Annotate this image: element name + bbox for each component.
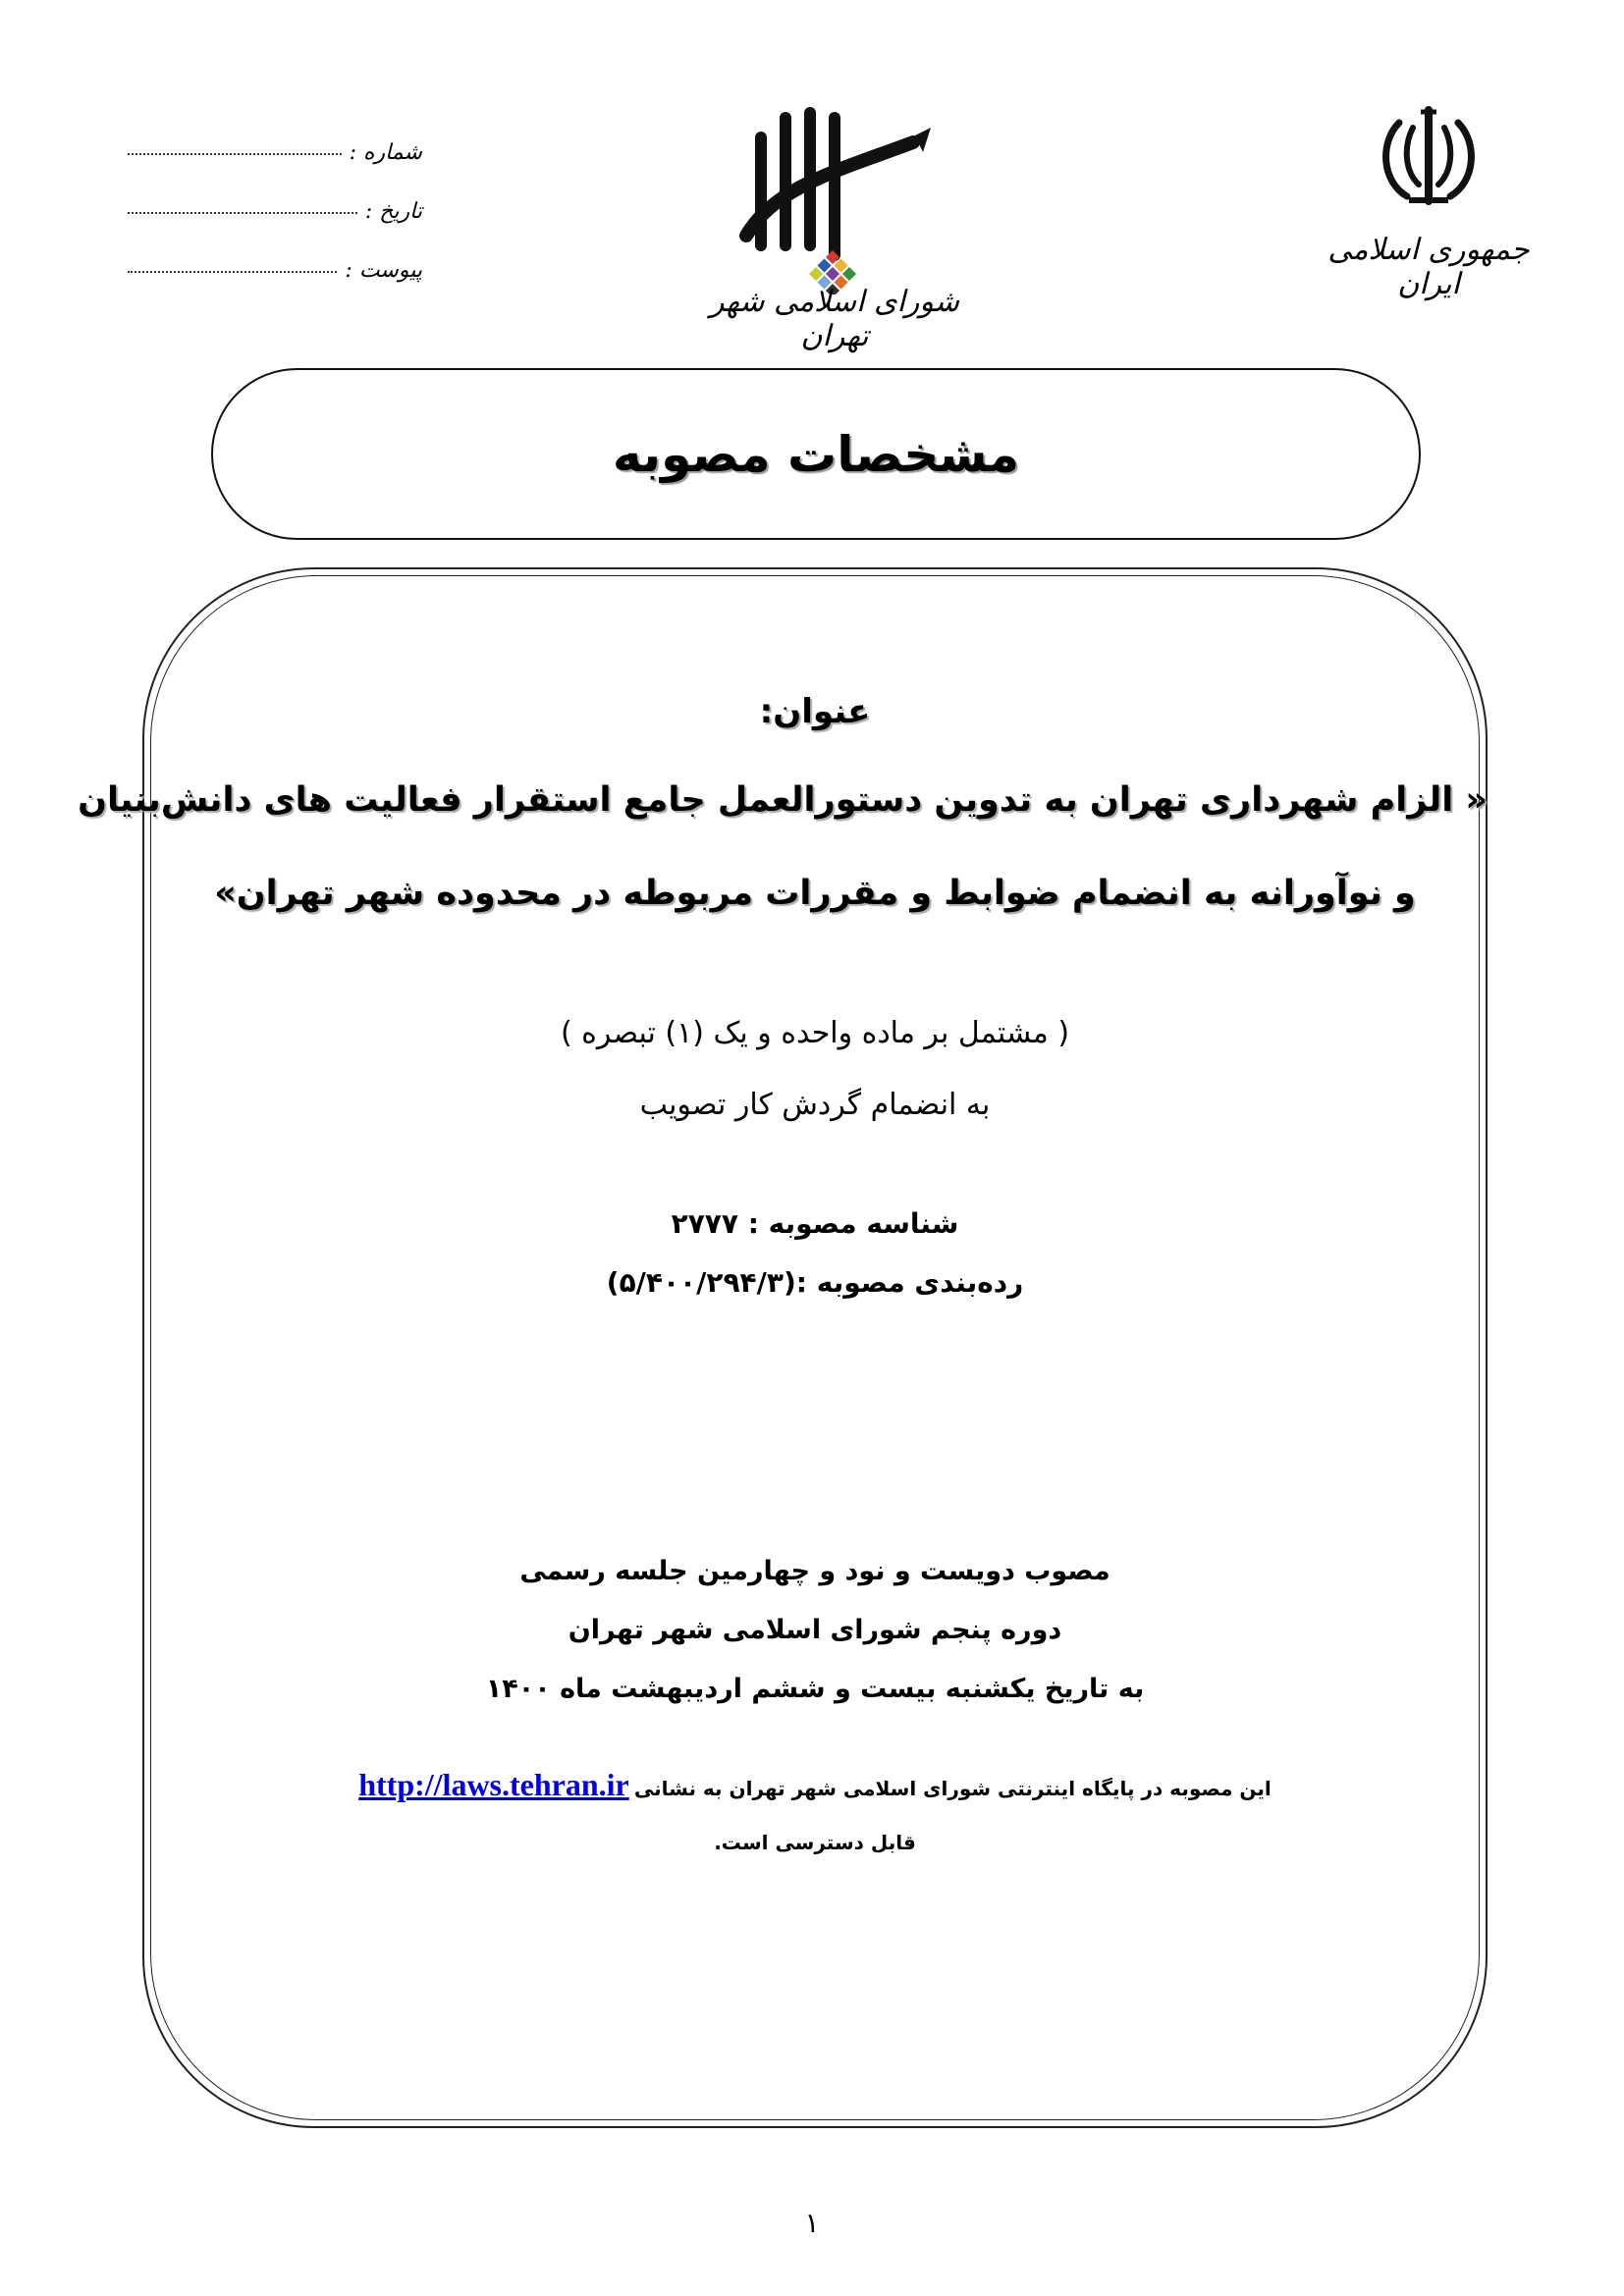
subject-line-2: و نوآورانه به انضمام ضوابط و مقررات مربوطه در محدوده شهر تهران» xyxy=(214,874,1416,913)
iran-emblem-icon xyxy=(1370,98,1488,216)
ref-field-number xyxy=(128,126,422,165)
access-notice xyxy=(142,1767,1488,1803)
scope-note: ( مشتمل بر ماده واحده و یک (۱) تبصره ) xyxy=(560,1016,1070,1050)
ref-label-date: تاریخ : xyxy=(364,199,422,224)
title-banner xyxy=(211,368,1421,540)
subject-line-1: « الزام شهرداری تهران به تدوین دستورالعمل جامع استقرار فعالیت های دانش‌بنیان xyxy=(78,780,1488,820)
approval-date: به تاریخ یکشنبه بیست و ششم اردیبهشت ماه ۱۴۰۰ xyxy=(485,1674,1145,1704)
laws-website-link[interactable]: http://laws.tehran.ir xyxy=(358,1767,629,1802)
page-number: ۱ xyxy=(804,2207,820,2239)
resolution-id: شناسه مصوبه : ۲۷۷۷ xyxy=(671,1207,959,1240)
ref-field-attachment xyxy=(128,243,422,283)
emblem-caption: جمهوری اسلامی ایران xyxy=(1327,233,1530,301)
ref-field-date xyxy=(128,185,422,224)
approval-term: دوره پنجم شورای اسلامی شهر تهران xyxy=(568,1615,1062,1645)
page-title: مشخصات مصوبه xyxy=(612,425,1020,483)
annex-note: به انضمام گردش کار تصویب xyxy=(639,1088,991,1122)
approval-session: مصوب دویست و نود و چهارمین جلسه رسمی xyxy=(519,1556,1110,1586)
ref-label-attachment: پیوست : xyxy=(345,258,422,283)
resolution-classification: رده‌بندی مصوبه :(۵/۴۰۰/۲۹۴/۳) xyxy=(606,1266,1024,1299)
access-notice-text-2: قابل دسترسی است. xyxy=(714,1831,916,1854)
ref-dotted-line xyxy=(128,212,357,214)
council-logo-caption: شورای اسلامی شهر تهران xyxy=(710,285,959,353)
ref-dotted-line xyxy=(128,271,337,273)
ref-label-number: شماره : xyxy=(349,140,422,165)
ref-dotted-line xyxy=(128,153,342,155)
access-notice-text: این مصوبه در پایگاه اینترنتی شورای اسلامی شهر تهران به نشانی xyxy=(633,1777,1272,1800)
subject-heading: عنوان: xyxy=(759,692,871,731)
